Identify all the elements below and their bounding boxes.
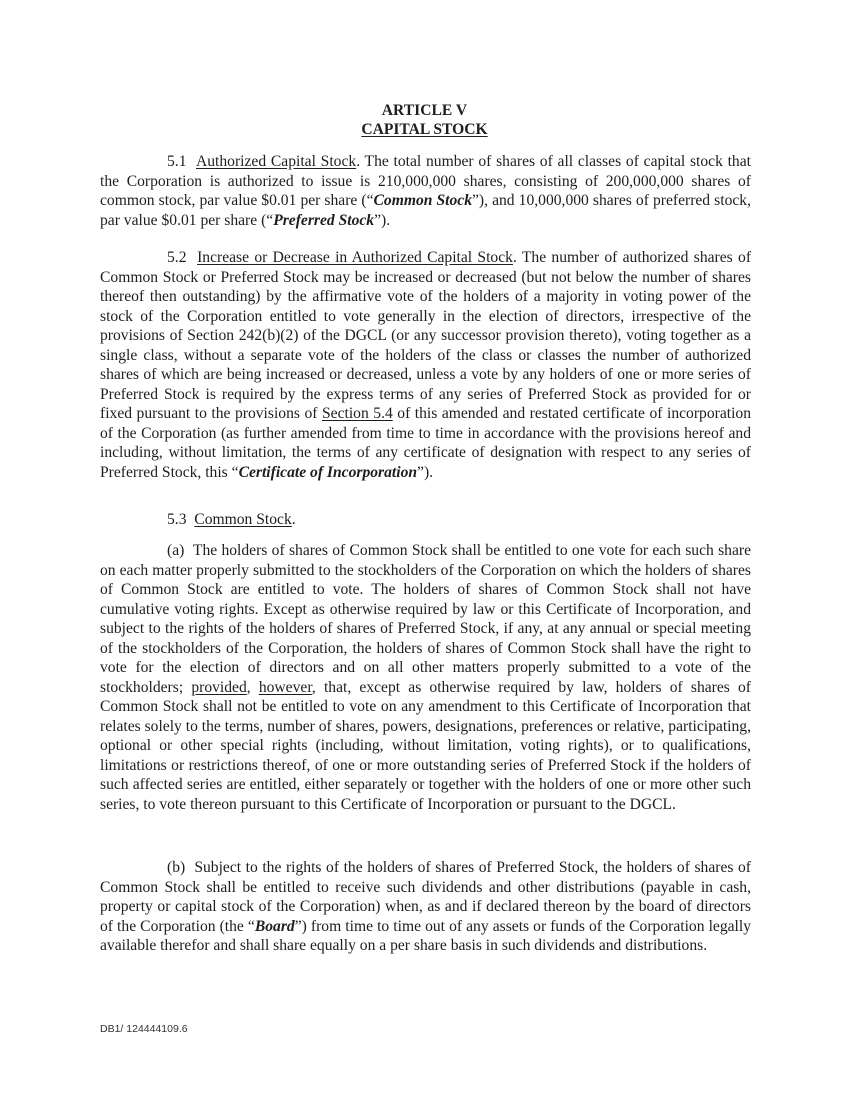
paragraph-a: (a) The holders of shares of Common Stock shall be entitled to one vote for each such share on each matter properly submitted to the stockholders of the Corporation on which the holders of shares of Common Stock are entitled to vote. The holders of shares of Common Stock shall not have cumulative voting rights. Except as otherwise required by law or this Certificate of Incorporation, and subject to the rights of the holders of shares of Preferred Stock, if any, at any annual or special meeting of the stockholders of the Corporation, the holders of shares of Common Stock shall have the right to vote for the election of directors and on all other matters properly submitted to a vote of the stockholders; provided, however, that, except as otherwise required by law, holders of shares of Common Stock shall not be entitled to vote on any amendment to this Certificate of Incorporation that relates solely to the terms, number of shares, powers, designations, preferences or relative, participating, optional or other special rights (including, without limitation, voting rights), or to qualifications, limitations or restrictions thereof, of one or more outstanding series of Preferred Stock if the holders of such affected series are entitled, either separately or together with the holders of one or more other such series, to vote thereon pursuant to this Certificate of Incorporation or pursuant to the DGCL. [100, 542, 752, 813]
article-title [0, 120, 849, 140]
defined-term: Common Stock [373, 192, 473, 209]
defined-term: Preferred Stock [273, 211, 375, 229]
section-5-2: 5.2 Increase or Decrease in Authorized Capital Stock. The number of authorized shares of Common Stock or Preferred Stock may be increased or decreased (but not below the number of shares thereof then outstanding) by the affirmative vote of the holders of a majority in voting power of the stock of the Corporation entitled to vote generally in the election of directors, irrespective of the provisions of Section 242(b)(2) of the DGCL (or any successor provision thereto), voting together as a single class, without a separate vote of the holders of the class or classes the number of authorized shares of which are being increased or decreased, unless a vote by any holders of one or more series of Preferred Stock is required by the express terms of any series of Preferred Stock as provided for or fixed pursuant to the provisions of Section 5.4 of this amended and restated certificate of incorporation of the Corporation (as further amended from time to time in accordance with the provisions hereof and including, without limitation, the terms of any certificate of designation with respect to any series of Preferred Stock, this “Certificate of Incorporation”). [100, 249, 752, 481]
section-5-3: 5.3 Common Stock. [167, 511, 296, 528]
section-heading: Common Stock [194, 511, 292, 528]
section-number: 5.2 [167, 249, 187, 266]
defined-term: Certificate of Incorporation [238, 463, 418, 481]
paragraph-label: (b) [167, 859, 186, 876]
paragraph-label: (a) [167, 542, 185, 559]
section-5-1: 5.1 Authorized Capital Stock. The total number of shares of all classes of capital stock that the Corporation is authorized to issue is 210,000,000 shares, consisting of 200,000,000 shares of common stock, par value $0.01 per share (“Common Stock”), and 10,000,000 shares of preferred stock, par value $0.01 per share (“Preferred Stock”). [100, 153, 751, 229]
defined-term: Board [254, 917, 295, 935]
article-title-text: CAPITAL STOCK [361, 121, 488, 138]
section-heading: Increase or Decrease in Authorized Capital Stock [197, 249, 513, 266]
section-heading: Authorized Capital Stock [195, 153, 357, 170]
section-number: 5.1 [167, 153, 187, 170]
section-number: 5.3 [167, 511, 187, 528]
section-reference: Section 5.4 [321, 405, 393, 422]
paragraph-b: (b) Subject to the rights of the holders of shares of Preferred Stock, the holders of shares of Common Stock shall be entitled to receive such dividends and other distributions (payable in cash, property or capital stock of the Corporation) when, as and if declared thereon by the board of directors of the Corporation (the “Board”) from time to time out of any assets or funds of the Corporation legally available therefor and shall share equally on a per share basis in such dividends and distributions. [100, 859, 752, 954]
emphasis-provided: provided [191, 678, 247, 696]
article-heading: ARTICLE V [381, 102, 468, 119]
emphasis-however: however [258, 678, 312, 696]
document-id-footer: DB1/ 124444109.6 [100, 1023, 188, 1035]
